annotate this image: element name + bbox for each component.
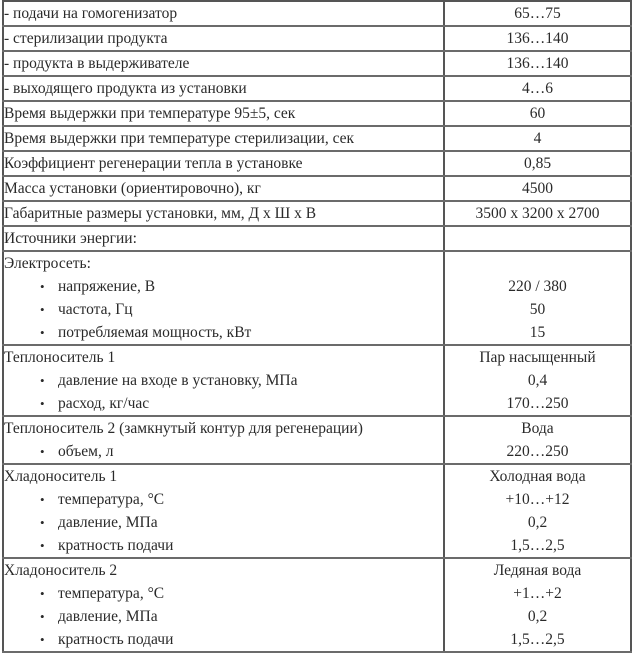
parameter-label: Масса установки (ориентировочно), кг xyxy=(4,180,261,197)
parameter-label: - продукта в выдерживателе xyxy=(4,55,190,72)
value-text: 65…75 xyxy=(514,5,561,22)
parameter-label: Время выдержки при температуре стерилизации, сек xyxy=(4,130,355,147)
table-row xyxy=(3,201,631,226)
parameter-label: - стерилизации продукта xyxy=(4,30,168,47)
parameter-sub-label: давление, МПа xyxy=(58,514,158,531)
parameter-sub-label: частота, Гц xyxy=(58,301,133,318)
table-row xyxy=(3,151,631,176)
bullet-icon: • xyxy=(40,302,45,317)
value-text: Ледяная вода xyxy=(493,562,582,579)
table-row xyxy=(3,126,631,151)
bullet-icon: • xyxy=(40,492,45,507)
value-text: 170…250 xyxy=(506,395,569,412)
parameter-sub-label: кратность подачи xyxy=(58,537,174,554)
table-row xyxy=(3,251,631,345)
value-text: 4…6 xyxy=(522,80,553,97)
specification-table-body xyxy=(3,1,631,652)
value-cell xyxy=(444,251,631,345)
parameter-label: Источники энергии: xyxy=(4,230,137,247)
value-cell xyxy=(444,26,631,51)
parameter-cell xyxy=(3,151,444,176)
value-text: 1,5…2,5 xyxy=(510,631,565,648)
parameter-label: Теплоноситель 2 (замкнутый контур для регенерации) xyxy=(4,420,363,437)
parameter-sub-label: температура, °С xyxy=(58,585,165,602)
parameter-cell xyxy=(3,1,444,26)
parameter-cell xyxy=(3,464,444,558)
table-row xyxy=(3,416,631,464)
table-row xyxy=(3,51,631,76)
parameter-cell xyxy=(3,226,444,251)
parameter-sub-item xyxy=(4,582,443,605)
value-text: +10…+12 xyxy=(505,491,570,508)
value-text: 0,85 xyxy=(523,155,552,172)
value-text: 136…140 xyxy=(506,55,569,72)
parameter-sub-item xyxy=(4,298,443,321)
bullet-icon: • xyxy=(40,325,45,340)
value-text: 60 xyxy=(529,105,546,122)
parameter-label: - подачи на гомогенизатор xyxy=(4,5,178,22)
bullet-icon: • xyxy=(40,396,45,411)
value-text: 4500 xyxy=(522,180,553,197)
table-row xyxy=(3,464,631,558)
bullet-icon: • xyxy=(40,279,45,294)
value-cell xyxy=(444,416,631,464)
value-cell xyxy=(444,151,631,176)
table-row xyxy=(3,226,631,251)
value-cell xyxy=(444,201,631,226)
value-text: 0,4 xyxy=(527,372,548,389)
table-row xyxy=(3,101,631,126)
value-text: 50 xyxy=(529,301,546,318)
bullet-icon: • xyxy=(40,515,45,530)
parameter-sub-item xyxy=(4,392,443,415)
parameter-label: Коэффициент регенерации тепла в установке xyxy=(4,155,303,172)
table-row xyxy=(3,176,631,201)
parameter-sub-item xyxy=(4,440,443,463)
parameter-sub-label: потребляемая мощность, кВт xyxy=(58,324,252,341)
bullet-icon: • xyxy=(40,586,45,601)
table-row xyxy=(3,76,631,101)
value-cell xyxy=(444,464,631,558)
table-row xyxy=(3,26,631,51)
value-text: 3500 x 3200 x 2700 xyxy=(475,205,600,222)
parameter-label: Габаритные размеры установки, мм, Д х Ш х В xyxy=(4,205,317,222)
bullet-icon: • xyxy=(40,538,45,553)
parameter-sub-item xyxy=(4,534,443,557)
value-cell xyxy=(444,101,631,126)
parameter-sub-label: объем, л xyxy=(58,443,114,460)
specification-table xyxy=(2,0,632,653)
parameter-cell xyxy=(3,101,444,126)
parameter-sub-label: температура, °С xyxy=(58,491,165,508)
parameter-cell xyxy=(3,416,444,464)
parameter-cell xyxy=(3,201,444,226)
parameter-sub-item xyxy=(4,488,443,511)
value-text: 220…250 xyxy=(506,443,569,460)
table-row xyxy=(3,558,631,652)
bullet-icon: • xyxy=(40,632,45,647)
bullet-icon: • xyxy=(40,609,45,624)
parameter-label: Электросеть: xyxy=(4,255,91,272)
parameter-label: - выходящего продукта из установки xyxy=(4,80,247,97)
value-cell xyxy=(444,345,631,416)
parameter-sub-item xyxy=(4,369,443,392)
parameter-cell xyxy=(3,176,444,201)
table-row xyxy=(3,1,631,26)
parameter-cell xyxy=(3,345,444,416)
parameter-sub-item xyxy=(4,605,443,628)
value-text: 15 xyxy=(529,324,546,341)
parameter-label: Хладоноситель 2 xyxy=(4,562,118,579)
parameter-sub-label: кратность подачи xyxy=(58,631,174,648)
value-text: 136…140 xyxy=(506,30,569,47)
parameter-cell xyxy=(3,51,444,76)
parameter-label: Время выдержки при температуре 95±5, сек xyxy=(4,105,296,122)
parameter-cell xyxy=(3,251,444,345)
value-text: 0,2 xyxy=(527,608,548,625)
parameter-label: Хладоноситель 1 xyxy=(4,468,118,485)
parameter-sub-label: напряжение, В xyxy=(58,278,156,295)
value-cell xyxy=(444,51,631,76)
table-row xyxy=(3,345,631,416)
parameter-sub-label: расход, кг/час xyxy=(58,395,150,412)
parameter-sub-item xyxy=(4,321,443,344)
value-text: 4 xyxy=(533,130,542,147)
parameter-cell xyxy=(3,558,444,652)
value-cell xyxy=(444,76,631,101)
value-text: 1,5…2,5 xyxy=(510,537,565,554)
value-text: Пар насыщенный xyxy=(479,349,596,366)
value-text: Холодная вода xyxy=(489,468,586,485)
value-cell xyxy=(444,176,631,201)
parameter-sub-item xyxy=(4,275,443,298)
parameter-sub-item xyxy=(4,511,443,534)
parameter-sub-label: давление на входе в установку, МПа xyxy=(58,372,298,389)
value-cell xyxy=(444,558,631,652)
parameter-cell xyxy=(3,76,444,101)
parameter-label: Теплоноситель 1 xyxy=(4,349,116,366)
bullet-icon: • xyxy=(40,373,45,388)
value-cell xyxy=(444,1,631,26)
bullet-icon: • xyxy=(40,444,45,459)
value-text: 220 / 380 xyxy=(508,278,567,295)
parameter-cell xyxy=(3,26,444,51)
value-cell xyxy=(444,126,631,151)
value-text: Вода xyxy=(521,420,554,437)
parameter-cell xyxy=(3,126,444,151)
value-cell xyxy=(444,226,631,251)
parameter-sub-label: давление, МПа xyxy=(58,608,158,625)
value-text: 0,2 xyxy=(527,514,548,531)
value-text: +1…+2 xyxy=(513,585,562,602)
